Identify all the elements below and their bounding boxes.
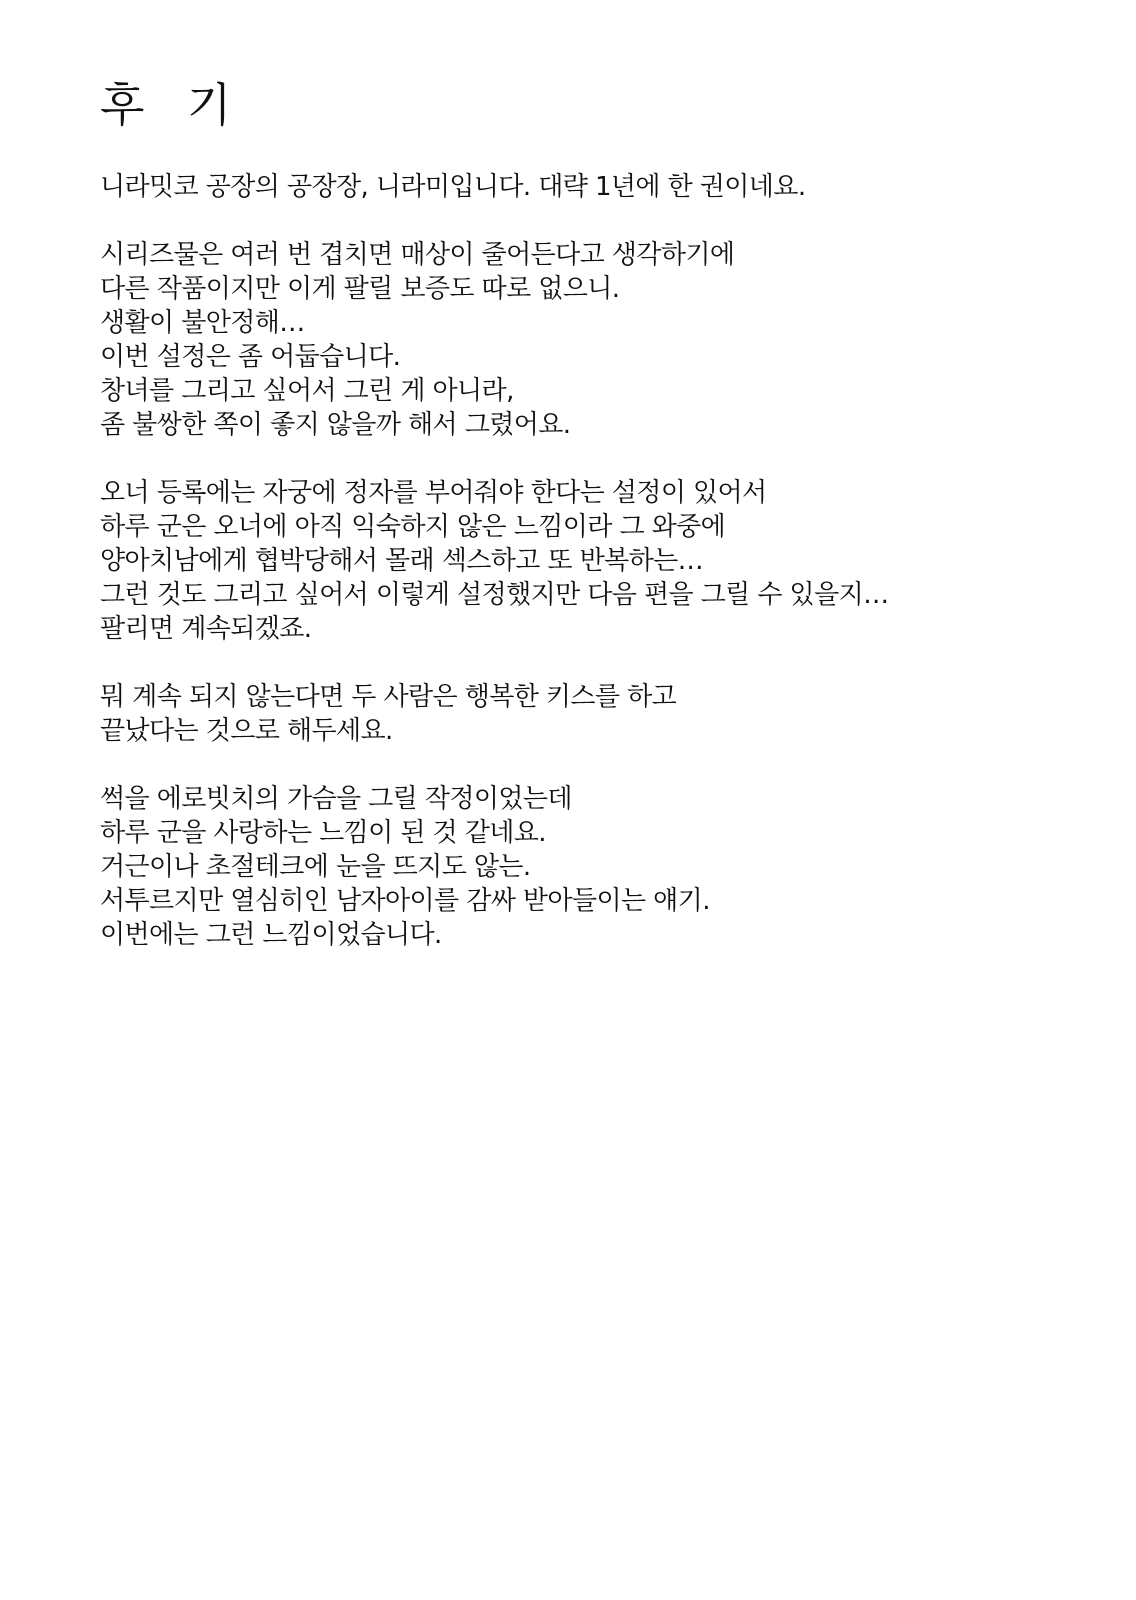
text-line: 팔리면 계속되겠죠.	[100, 614, 312, 644]
text-line: 이번에는 그런 느낌이었습니다.	[100, 920, 442, 950]
text-line: 오너 등록에는 자궁에 정자를 부어줘야 한다는 설정이 있어서	[100, 478, 767, 508]
text-line: 거근이나 초절테크에 눈을 뜨지도 않는.	[100, 852, 531, 882]
paragraph-2	[100, 238, 1060, 442]
text-line: 끝났다는 것으로 해두세요.	[100, 716, 393, 746]
text-line: 뭐 계속 되지 않는다면 두 사람은 행복한 키스를 하고	[100, 682, 677, 712]
text-line: 생활이 불안정해…	[100, 308, 305, 338]
text-line: 창녀를 그리고 싶어서 그린 게 아니라,	[100, 376, 514, 406]
text-line: 하루 군은 오너에 아직 익숙하지 않은 느낌이라 그 와중에	[100, 512, 726, 542]
paragraph-3	[100, 476, 1060, 646]
text-line: 하루 군을 사랑하는 느낌이 된 것 같네요.	[100, 818, 546, 848]
text-line: 그런 것도 그리고 싶어서 이렇게 설정했지만 다음 편을 그릴 수 있을지…	[100, 580, 889, 610]
text-line: 썩을 에로빗치의 가슴을 그릴 작정이었는데	[100, 784, 572, 814]
paragraph-1	[100, 170, 1060, 204]
text-line: 양아치남에게 협박당해서 몰래 섹스하고 또 반복하는…	[100, 546, 704, 576]
text-line: 서투르지만 열심히인 남자아이를 감싸 받아들이는 얘기.	[100, 886, 710, 916]
text-line: 시리즈물은 여러 번 겹치면 매상이 줄어든다고 생각하기에	[100, 240, 735, 270]
afterword-body	[100, 170, 1060, 986]
text-line: 니라밋코 공장의 공장장, 니라미입니다. 대략 1년에 한 권이네요.	[100, 172, 806, 202]
text-line: 이번 설정은 좀 어둡습니다.	[100, 342, 401, 372]
text-line: 다른 작품이지만 이게 팔릴 보증도 따로 없으니.	[100, 274, 620, 304]
paragraph-4	[100, 680, 1060, 748]
paragraph-5	[100, 782, 1060, 952]
page-title: 후 기	[100, 78, 246, 132]
text-line: 좀 불쌍한 쪽이 좋지 않을까 해서 그렸어요.	[100, 410, 571, 440]
